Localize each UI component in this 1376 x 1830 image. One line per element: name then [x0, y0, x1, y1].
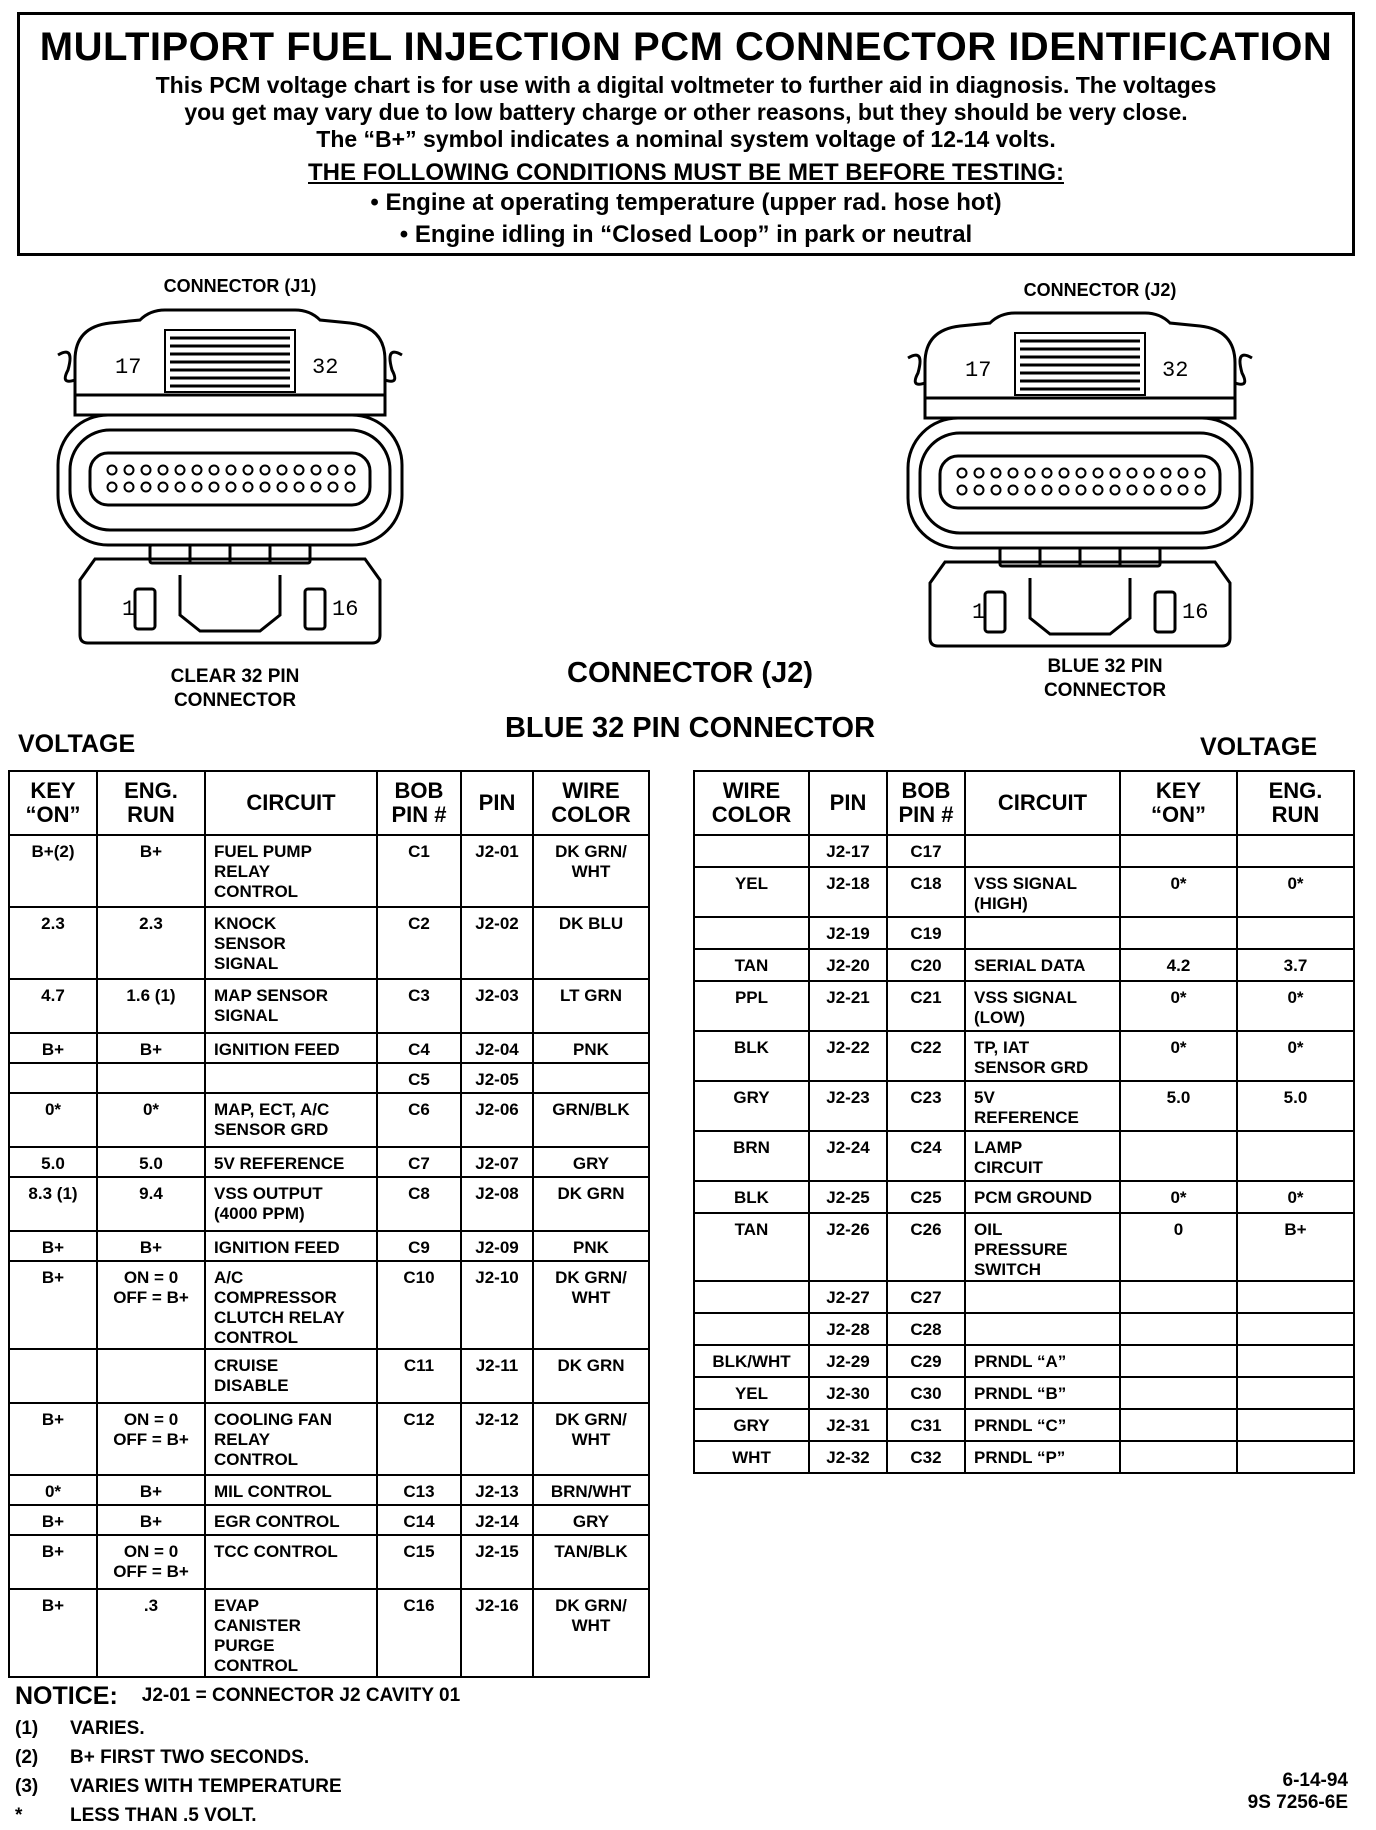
cell-pin: J2-16	[461, 1589, 533, 1677]
condition-1: • Engine at operating temperature (upper rad. hose hot)	[370, 189, 1002, 216]
table-row	[9, 1261, 649, 1349]
footer-date: 6-14-94	[1282, 1770, 1348, 1791]
j1-pin-16-label: 16	[332, 597, 359, 622]
cell-bob-pin: C8	[377, 1177, 461, 1231]
cell-pin: J2-28	[809, 1313, 887, 1345]
cell-pin: J2-21	[809, 981, 887, 1031]
cell-bob-pin: C16	[377, 1589, 461, 1677]
table-row	[694, 981, 1354, 1031]
intro-line-2: you get may vary due to low battery charge or other reasons, but they should be very close.	[184, 99, 1188, 125]
cell-key-on: 4.7	[9, 979, 97, 1033]
j2-pin-17-label: 17	[965, 358, 992, 383]
table-row	[9, 1349, 649, 1403]
cell-pin: J2-08	[461, 1177, 533, 1231]
cell-pin: J2-09	[461, 1231, 533, 1261]
section-subtitle: BLUE 32 PIN CONNECTOR	[504, 712, 876, 744]
note-item: (1) VARIES.	[15, 1717, 145, 1739]
cell-circuit: 5V REFERENCE	[965, 1081, 1120, 1131]
cell-eng-run: .3	[97, 1589, 205, 1677]
cell-wire-color: GRY	[533, 1147, 649, 1177]
table-row	[694, 835, 1354, 867]
cell-bob-pin: C7	[377, 1147, 461, 1177]
cell-wire-color: GRY	[694, 1409, 809, 1441]
cell-circuit: TCC CONTROL	[205, 1535, 377, 1589]
cell-pin: J2-18	[809, 867, 887, 917]
cell-circuit: PRNDL “P”	[965, 1441, 1120, 1473]
left-pin-table	[8, 770, 650, 1678]
cell-key-on	[9, 1063, 97, 1093]
cell-circuit: VSS SIGNAL (LOW)	[965, 981, 1120, 1031]
connector-j1-diagram	[50, 305, 410, 645]
cell-key-on: B+	[9, 1505, 97, 1535]
cell-key-on: 0*	[9, 1475, 97, 1505]
cell-circuit	[205, 1063, 377, 1093]
table-row	[694, 917, 1354, 949]
cell-wire-color: PPL	[694, 981, 809, 1031]
cell-eng-run: 9.4	[97, 1177, 205, 1231]
intro-line-3: The “B+” symbol indicates a nominal system voltage of 12-14 volts.	[316, 126, 1056, 152]
cell-key-on: B+	[9, 1535, 97, 1589]
cell-pin: J2-11	[461, 1349, 533, 1403]
cell-key-on: 2.3	[9, 907, 97, 979]
notice-row	[15, 1678, 460, 1714]
cell-key-on: 8.3 (1)	[9, 1177, 97, 1231]
table-row	[9, 1147, 649, 1177]
cell-wire-color	[694, 917, 809, 949]
cell-key-on	[1120, 1313, 1237, 1345]
connector-j2-caption-line1: BLUE 32 PIN	[1047, 656, 1163, 677]
cell-bob-pin: C26	[887, 1213, 965, 1281]
table-row	[694, 949, 1354, 981]
note-item: (3) VARIES WITH TEMPERATURE	[15, 1775, 342, 1797]
table-row	[694, 1441, 1354, 1473]
j1-pin-32-label: 32	[312, 355, 339, 380]
intro-line-1: This PCM voltage chart is for use with a digital voltmeter to further aid in diagnosis. The voltages	[155, 72, 1217, 98]
table-row	[9, 1505, 649, 1535]
cell-pin: J2-27	[809, 1281, 887, 1313]
cell-eng-run: B+	[97, 835, 205, 907]
cell-eng-run	[1237, 835, 1354, 867]
cell-eng-run: 0*	[1237, 981, 1354, 1031]
cell-bob-pin: C23	[887, 1081, 965, 1131]
cell-pin: J2-14	[461, 1505, 533, 1535]
cell-circuit: SERIAL DATA	[965, 949, 1120, 981]
cell-key-on: B+(2)	[9, 835, 97, 907]
col-key-on: KEY “ON”	[9, 771, 97, 835]
cell-eng-run	[1237, 1131, 1354, 1181]
right-pin-table	[693, 770, 1355, 1474]
cell-bob-pin: C5	[377, 1063, 461, 1093]
cell-pin: J2-29	[809, 1345, 887, 1377]
cell-wire-color: YEL	[694, 1377, 809, 1409]
cell-pin: J2-06	[461, 1093, 533, 1147]
cell-bob-pin: C1	[377, 835, 461, 907]
cell-bob-pin: C12	[377, 1403, 461, 1475]
cell-wire-color: DK GRN/ WHT	[533, 1261, 649, 1349]
cell-key-on	[1120, 1441, 1237, 1473]
j1-pin-17-label: 17	[115, 355, 142, 380]
cell-circuit: PRNDL “B”	[965, 1377, 1120, 1409]
voltage-label-left: VOLTAGE	[18, 730, 136, 758]
cell-pin: J2-19	[809, 917, 887, 949]
table-row	[9, 979, 649, 1033]
table-row	[9, 1475, 649, 1505]
cell-bob-pin: C2	[377, 907, 461, 979]
cell-pin: J2-17	[809, 835, 887, 867]
cell-wire-color: GRY	[533, 1505, 649, 1535]
cell-eng-run: 5.0	[1237, 1081, 1354, 1131]
cell-eng-run	[1237, 1441, 1354, 1473]
notes-section	[15, 1678, 460, 1830]
j2-pin-32-label: 32	[1162, 358, 1189, 383]
table-row	[694, 1131, 1354, 1181]
col-circuit: CIRCUIT	[205, 771, 377, 835]
cell-wire-color: BLK/WHT	[694, 1345, 809, 1377]
cell-bob-pin: C18	[887, 867, 965, 917]
cell-eng-run: ON = 0 OFF = B+	[97, 1403, 205, 1475]
cell-pin: J2-22	[809, 1031, 887, 1081]
cell-key-on: 0*	[1120, 867, 1237, 917]
cell-key-on	[1120, 917, 1237, 949]
cell-key-on	[1120, 835, 1237, 867]
header-box	[17, 12, 1355, 256]
cell-wire-color: DK GRN/ WHT	[533, 1403, 649, 1475]
cell-eng-run: 0*	[1237, 1031, 1354, 1081]
cell-pin: J2-25	[809, 1181, 887, 1213]
cell-wire-color: BRN/WHT	[533, 1475, 649, 1505]
connector-j1-caption-line2: CONNECTOR	[173, 690, 297, 711]
cell-circuit	[965, 1281, 1120, 1313]
notice-text: J2-01 = CONNECTOR J2 CAVITY 01	[141, 1685, 461, 1706]
cell-pin: J2-05	[461, 1063, 533, 1093]
cell-bob-pin: C6	[377, 1093, 461, 1147]
cell-circuit: PRNDL “C”	[965, 1409, 1120, 1441]
cell-bob-pin: C27	[887, 1281, 965, 1313]
cell-pin: J2-13	[461, 1475, 533, 1505]
col-bob-pin: BOB PIN #	[377, 771, 461, 835]
table-row	[694, 1313, 1354, 1345]
cell-bob-pin: C19	[887, 917, 965, 949]
cell-wire-color: GRY	[694, 1081, 809, 1131]
cell-wire-color	[694, 1313, 809, 1345]
cell-bob-pin: C31	[887, 1409, 965, 1441]
cell-key-on: B+	[9, 1231, 97, 1261]
cell-key-on: 5.0	[9, 1147, 97, 1177]
table-row	[694, 1281, 1354, 1313]
table-row	[694, 1181, 1354, 1213]
cell-key-on: 0*	[1120, 1031, 1237, 1081]
cell-key-on: 0	[1120, 1213, 1237, 1281]
cell-wire-color: BRN	[694, 1131, 809, 1181]
cell-bob-pin: C9	[377, 1231, 461, 1261]
cell-pin: J2-20	[809, 949, 887, 981]
cell-bob-pin: C22	[887, 1031, 965, 1081]
note-item: (2) B+ FIRST TWO SECONDS.	[15, 1746, 310, 1768]
table-row	[9, 1535, 649, 1589]
table-row	[9, 1033, 649, 1063]
cell-wire-color: PNK	[533, 1033, 649, 1063]
table-row	[694, 1345, 1354, 1377]
cell-pin: J2-23	[809, 1081, 887, 1131]
cell-wire-color: TAN	[694, 1213, 809, 1281]
condition-2: • Engine idling in “Closed Loop” in park or neutral	[399, 221, 973, 248]
cell-key-on	[1120, 1131, 1237, 1181]
cell-key-on	[1120, 1345, 1237, 1377]
cell-bob-pin: C15	[377, 1535, 461, 1589]
cell-wire-color: DK GRN/ WHT	[533, 835, 649, 907]
cell-wire-color: LT GRN	[533, 979, 649, 1033]
cell-key-on	[1120, 1409, 1237, 1441]
connector-j2-caption-line2: CONNECTOR	[1043, 680, 1167, 701]
cell-key-on: B+	[9, 1261, 97, 1349]
cell-pin: J2-03	[461, 979, 533, 1033]
table-row	[9, 1403, 649, 1475]
cell-bob-pin: C30	[887, 1377, 965, 1409]
cell-circuit: IGNITION FEED	[205, 1231, 377, 1261]
cell-eng-run: ON = 0 OFF = B+	[97, 1535, 205, 1589]
cell-eng-run: 0*	[1237, 1181, 1354, 1213]
note-item: * LESS THAN .5 VOLT.	[15, 1804, 257, 1826]
cell-circuit: TP, IAT SENSOR GRD	[965, 1031, 1120, 1081]
cell-pin: J2-12	[461, 1403, 533, 1475]
table-row	[9, 907, 649, 979]
cell-circuit: VSS OUTPUT (4000 PPM)	[205, 1177, 377, 1231]
connector-j1-title: CONNECTOR (J1)	[163, 276, 317, 296]
cell-bob-pin: C17	[887, 835, 965, 867]
cell-wire-color: TAN/BLK	[533, 1535, 649, 1589]
cell-key-on	[9, 1349, 97, 1403]
cell-bob-pin: C11	[377, 1349, 461, 1403]
section-title: CONNECTOR (J2)	[567, 657, 813, 689]
table-row	[9, 1589, 649, 1677]
j2-pin-16-label: 16	[1182, 600, 1209, 625]
table-row	[694, 1213, 1354, 1281]
connector-j2-diagram	[900, 308, 1260, 648]
col-key-on: KEY “ON”	[1120, 771, 1237, 835]
cell-wire-color: DK BLU	[533, 907, 649, 979]
cell-eng-run	[1237, 1377, 1354, 1409]
j1-pin-1-label: 1	[122, 597, 136, 622]
cell-circuit: FUEL PUMP RELAY CONTROL	[205, 835, 377, 907]
cell-key-on: 0*	[9, 1093, 97, 1147]
connector-j1-caption-line1: CLEAR 32 PIN	[170, 666, 300, 687]
cell-bob-pin: C10	[377, 1261, 461, 1349]
cell-bob-pin: C32	[887, 1441, 965, 1473]
cell-circuit: LAMP CIRCUIT	[965, 1131, 1120, 1181]
voltage-label-right: VOLTAGE	[1200, 733, 1318, 761]
col-eng-run: ENG. RUN	[97, 771, 205, 835]
cell-key-on: B+	[9, 1403, 97, 1475]
cell-pin: J2-10	[461, 1261, 533, 1349]
cell-pin: J2-02	[461, 907, 533, 979]
cell-key-on: B+	[9, 1589, 97, 1677]
cell-eng-run: 0*	[1237, 867, 1354, 917]
table-row	[9, 1093, 649, 1147]
cell-key-on: 0*	[1120, 1181, 1237, 1213]
cell-pin: J2-30	[809, 1377, 887, 1409]
cell-eng-run: ON = 0 OFF = B+	[97, 1261, 205, 1349]
cell-pin: J2-31	[809, 1409, 887, 1441]
cell-key-on: 4.2	[1120, 949, 1237, 981]
cell-circuit: MAP, ECT, A/C SENSOR GRD	[205, 1093, 377, 1147]
cell-eng-run: B+	[97, 1231, 205, 1261]
cell-circuit: EGR CONTROL	[205, 1505, 377, 1535]
cell-eng-run	[97, 1063, 205, 1093]
j2-pin-1-label: 1	[972, 600, 986, 625]
notice-label: NOTICE:	[15, 1681, 118, 1710]
cell-pin: J2-01	[461, 835, 533, 907]
cell-pin: J2-04	[461, 1033, 533, 1063]
table-row	[694, 1377, 1354, 1409]
cell-eng-run	[1237, 1345, 1354, 1377]
cell-circuit: PRNDL “A”	[965, 1345, 1120, 1377]
cell-eng-run: B+	[97, 1033, 205, 1063]
cell-circuit: PCM GROUND	[965, 1181, 1120, 1213]
cell-circuit: OIL PRESSURE SWITCH	[965, 1213, 1120, 1281]
connector-j1-caption	[110, 665, 360, 713]
cell-eng-run: 2.3	[97, 907, 205, 979]
col-wire-color: WIRE COLOR	[533, 771, 649, 835]
cell-bob-pin: C14	[377, 1505, 461, 1535]
cell-key-on: B+	[9, 1033, 97, 1063]
cell-eng-run	[1237, 1409, 1354, 1441]
cell-wire-color: PNK	[533, 1231, 649, 1261]
col-wire-color: WIRE COLOR	[694, 771, 809, 835]
page-title: MULTIPORT FUEL INJECTION PCM CONNECTOR IDENTIFICATION	[39, 25, 1333, 69]
cell-wire-color: YEL	[694, 867, 809, 917]
conditions-heading: THE FOLLOWING CONDITIONS MUST BE MET BEFORE TESTING:	[308, 159, 1064, 186]
cell-circuit: MAP SENSOR SIGNAL	[205, 979, 377, 1033]
cell-circuit	[965, 835, 1120, 867]
table-row	[9, 1063, 649, 1093]
col-bob-pin: BOB PIN #	[887, 771, 965, 835]
cell-wire-color: DK GRN	[533, 1349, 649, 1403]
cell-circuit: VSS SIGNAL (HIGH)	[965, 867, 1120, 917]
table-row	[9, 1177, 649, 1231]
cell-bob-pin: C24	[887, 1131, 965, 1181]
cell-eng-run: 0*	[97, 1093, 205, 1147]
cell-circuit: IGNITION FEED	[205, 1033, 377, 1063]
cell-eng-run: B+	[1237, 1213, 1354, 1281]
table-row	[694, 1081, 1354, 1131]
cell-wire-color: DK GRN/ WHT	[533, 1589, 649, 1677]
cell-eng-run: B+	[97, 1475, 205, 1505]
cell-circuit: 5V REFERENCE	[205, 1147, 377, 1177]
cell-wire-color: DK GRN	[533, 1177, 649, 1231]
cell-circuit	[965, 917, 1120, 949]
cell-wire-color	[694, 835, 809, 867]
footer-doc-number: 9S 7256-6E	[1247, 1792, 1348, 1813]
cell-bob-pin: C13	[377, 1475, 461, 1505]
cell-wire-color	[533, 1063, 649, 1093]
cell-wire-color: WHT	[694, 1441, 809, 1473]
cell-pin: J2-24	[809, 1131, 887, 1181]
cell-eng-run: B+	[97, 1505, 205, 1535]
col-pin: PIN	[461, 771, 533, 835]
cell-key-on: 5.0	[1120, 1081, 1237, 1131]
cell-key-on: 0*	[1120, 981, 1237, 1031]
cell-circuit: KNOCK SENSOR SIGNAL	[205, 907, 377, 979]
cell-circuit: EVAP CANISTER PURGE CONTROL	[205, 1589, 377, 1677]
cell-pin: J2-07	[461, 1147, 533, 1177]
cell-bob-pin: C20	[887, 949, 965, 981]
table-row	[694, 1031, 1354, 1081]
cell-eng-run	[1237, 1281, 1354, 1313]
col-pin: PIN	[809, 771, 887, 835]
cell-circuit: COOLING FAN RELAY CONTROL	[205, 1403, 377, 1475]
connector-j2-title: CONNECTOR (J2)	[1023, 280, 1177, 300]
cell-bob-pin: C28	[887, 1313, 965, 1345]
connector-j2-caption	[980, 655, 1230, 703]
cell-eng-run	[97, 1349, 205, 1403]
cell-bob-pin: C21	[887, 981, 965, 1031]
cell-pin: J2-32	[809, 1441, 887, 1473]
footer	[1248, 1770, 1348, 1814]
cell-wire-color: TAN	[694, 949, 809, 981]
col-eng-run: ENG. RUN	[1237, 771, 1354, 835]
cell-eng-run: 3.7	[1237, 949, 1354, 981]
cell-circuit: A/C COMPRESSOR CLUTCH RELAY CONTROL	[205, 1261, 377, 1349]
table-row	[9, 835, 649, 907]
cell-key-on	[1120, 1281, 1237, 1313]
cell-pin: J2-26	[809, 1213, 887, 1281]
table-row	[9, 1231, 649, 1261]
cell-key-on	[1120, 1377, 1237, 1409]
cell-wire-color: BLK	[694, 1181, 809, 1213]
table-row	[694, 867, 1354, 917]
cell-circuit: MIL CONTROL	[205, 1475, 377, 1505]
table-row	[694, 1409, 1354, 1441]
cell-bob-pin: C4	[377, 1033, 461, 1063]
cell-bob-pin: C29	[887, 1345, 965, 1377]
cell-eng-run	[1237, 917, 1354, 949]
cell-wire-color	[694, 1281, 809, 1313]
cell-bob-pin: C3	[377, 979, 461, 1033]
cell-eng-run: 5.0	[97, 1147, 205, 1177]
col-circuit: CIRCUIT	[965, 771, 1120, 835]
cell-circuit: CRUISE DISABLE	[205, 1349, 377, 1403]
cell-wire-color: BLK	[694, 1031, 809, 1081]
cell-circuit	[965, 1313, 1120, 1345]
cell-eng-run: 1.6 (1)	[97, 979, 205, 1033]
cell-pin: J2-15	[461, 1535, 533, 1589]
cell-bob-pin: C25	[887, 1181, 965, 1213]
cell-eng-run	[1237, 1313, 1354, 1345]
cell-wire-color: GRN/BLK	[533, 1093, 649, 1147]
